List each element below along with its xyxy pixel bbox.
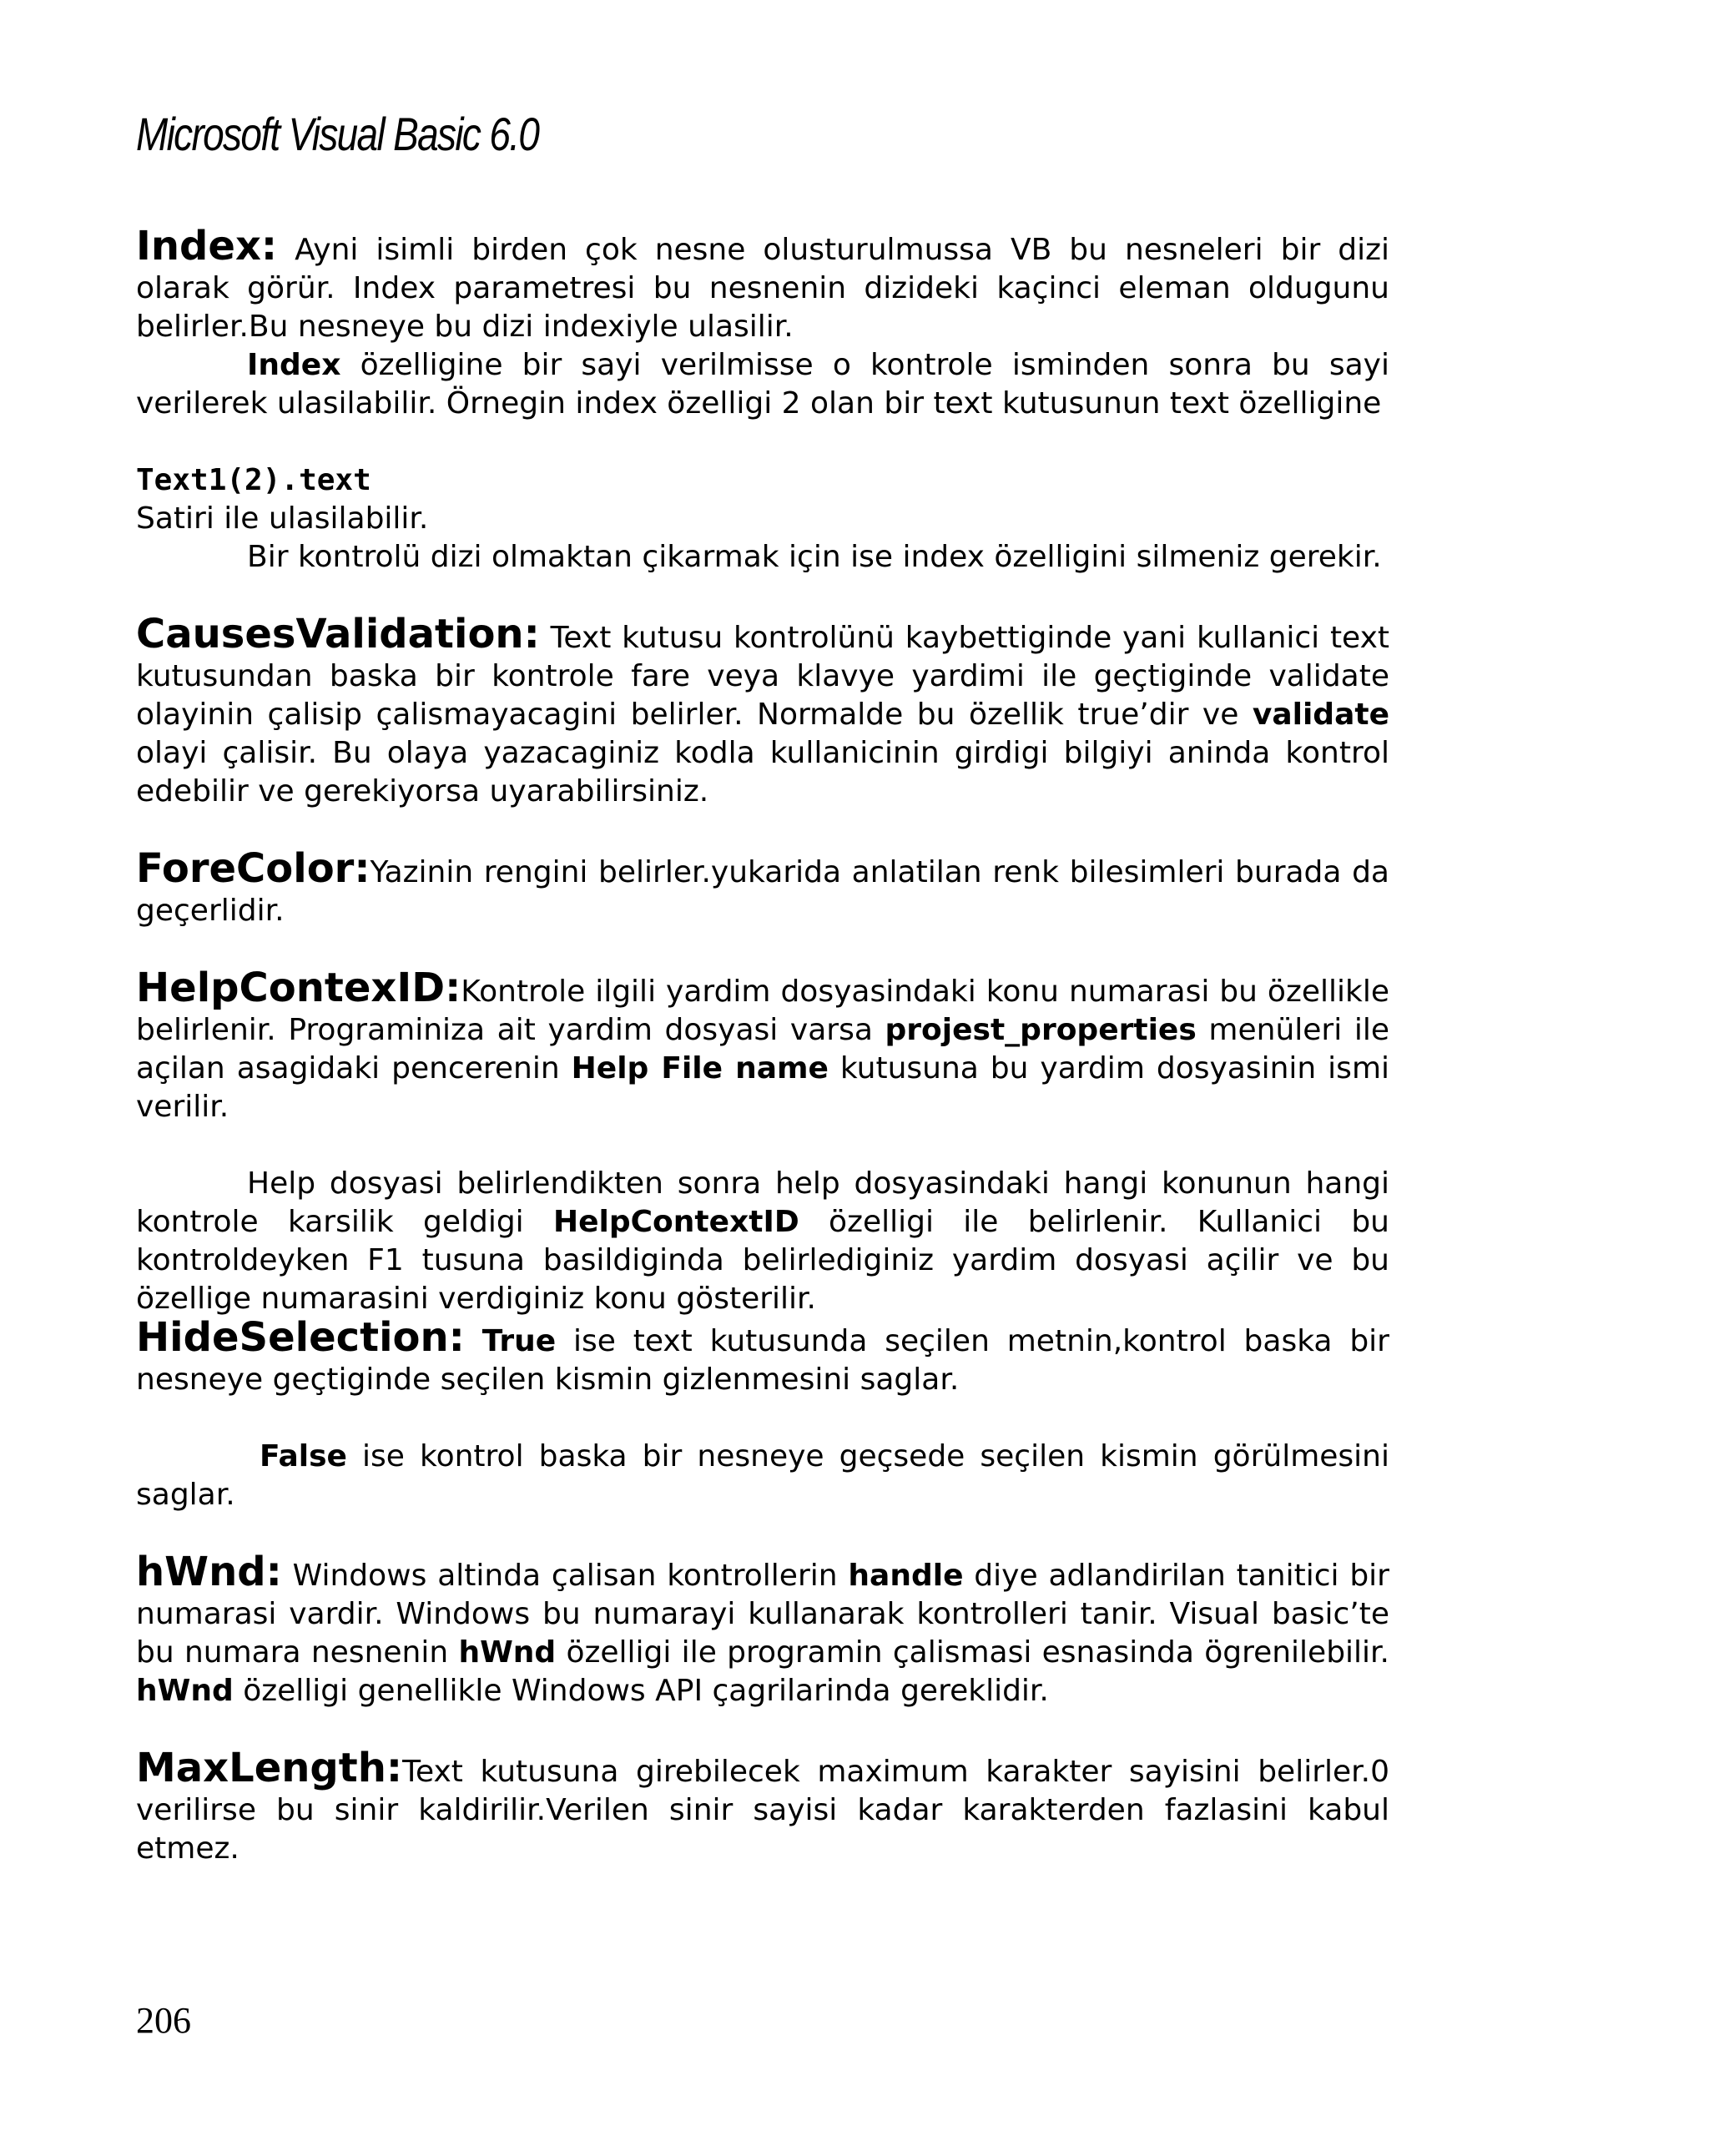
term-hwnd: hWnd: xyxy=(136,1549,282,1595)
index-text: Ayni isimli birden çok nesne olusturulmussa VB bu nesneleri bir dizi olarak görür. Index parametresi bu nesnenin dizideki kaçinci eleman oldugunu belirler.Bu nesneye bu dizi indexiyle ulasilir. xyxy=(136,233,1389,344)
hide-selection-definition xyxy=(136,1314,1389,1399)
help-context-id-bold-a: projest_properties xyxy=(885,1013,1197,1047)
hide-selection-bold-a: True xyxy=(481,1324,557,1358)
page-content xyxy=(136,223,1390,1868)
hide-selection-paragraph-2 xyxy=(136,1438,1389,1514)
help-context-id-bold-b: Help File name xyxy=(571,1051,829,1086)
index-paragraph-2 xyxy=(136,346,1389,423)
hwnd-bold-c: hWnd xyxy=(136,1674,234,1708)
forecolor-text: Yazinin rengini belirler.yukarida anlatilan renk bilesimleri burada da geçerlidir. xyxy=(136,855,1389,928)
index-definition xyxy=(136,223,1389,346)
term-index: Index: xyxy=(136,223,278,270)
hwnd-bold-b: hWnd xyxy=(458,1635,557,1670)
help-context-id-text-c: kutusuna bu yardim dosyasinin ismi verilir. xyxy=(136,1051,1390,1124)
causes-validation-text-b: olayi çalisir. Bu olaya yazacaginiz kodla kullanicinin girdigi bilgiyi aninda kontrol edebilir ve gerekiyorsa uyarabilirsiniz. xyxy=(136,736,1389,808)
hide-selection-text-b: ise kontrol baska bir nesneye geçsede seçilen kismin görülmesini saglar. xyxy=(136,1439,1389,1512)
hwnd-text-d: özelligi genellikle Windows API çagrilarinda gereklidir. xyxy=(233,1674,1049,1708)
hwnd-text-b: diye adlandirilan tanitici bir numarasi vardir. Windows bu numarayi kullanarak kontrolleri tanir. Visual basic’te bu numara nesnenin xyxy=(136,1559,1389,1670)
index-paragraph-3: Satiri ile ulasilabilir. xyxy=(136,501,429,536)
help-context-id-p2-bold: HelpContextID xyxy=(552,1205,799,1239)
running-header: Microsoft Visual Basic 6.0 xyxy=(136,108,539,160)
max-length-definition xyxy=(136,1745,1389,1868)
forecolor-definition xyxy=(136,845,1389,930)
code-example xyxy=(136,461,1389,500)
term-max-length: MaxLength: xyxy=(136,1745,403,1791)
hwnd-bold-a: handle xyxy=(848,1559,964,1593)
hide-selection-text-a: ise text kutusunda seçilen metnin,kontrol baska bir nesneye geçtiginde seçilen kismin gizlenmesini saglar. xyxy=(136,1324,1389,1397)
term-hide-selection: HideSelection: xyxy=(136,1314,465,1361)
causes-validation-definition xyxy=(136,611,1389,811)
code-text: Text1(2).text xyxy=(136,463,371,497)
term-forecolor: ForeColor: xyxy=(136,845,371,892)
help-context-id-p2-b: özelligi ile belirlenir. Kullanici bu kontroldeyken F1 tusuna basildiginda belirlediginiz yardim dosyasi açilir ve bu özellige numarasini verdiginiz konu gösterilir. xyxy=(136,1205,1389,1316)
hwnd-text-a: Windows altinda çalisan kontrollerin xyxy=(281,1559,849,1593)
hwnd-text-c: özelligi ile programin çalismasi esnasinda ögrenilebilir. xyxy=(556,1635,1389,1670)
index-paragraph-4: Bir kontrolü dizi olmaktan çikarmak için ise index özelligini silmeniz gerekir. xyxy=(247,540,1382,574)
help-context-id-paragraph-2 xyxy=(136,1165,1389,1318)
hide-selection-bold-b: False xyxy=(260,1439,347,1473)
page-number: 206 xyxy=(136,2000,191,2041)
index-bold: Index xyxy=(247,348,341,382)
term-help-context-id: HelpContexID: xyxy=(136,965,461,1011)
term-causes-validation: CausesValidation: xyxy=(136,611,540,657)
max-length-text: Text kutusuna girebilecek maximum karakter sayisini belirler.0 verilirse bu sinir kaldirilir.Verilen sinir sayisi kadar karakterden fazlasini kabul etmez. xyxy=(136,1755,1389,1866)
help-context-id-text-b: menüleri ile açilan asagidaki pencerenin xyxy=(136,1013,1389,1086)
help-context-id-definition xyxy=(136,965,1390,1126)
index-paragraph-2-text: özelligine bir sayi verilmisse o kontrole isminden sonra bu sayi verilerek ulasilabilir. Örnegin index özelligi 2 olan bir text kutusunun text özelligine xyxy=(136,348,1389,421)
causes-validation-bold: validate xyxy=(1252,698,1389,732)
help-context-id-p2-a: Help dosyasi belirlendikten sonra help dosyasindaki hangi konunun hangi kontrole karsilik geldigi xyxy=(136,1166,1389,1239)
help-context-id-text-a: Kontrole ilgili yardim dosyasindaki konu numarasi bu özellikle belirlenir. Programiniza ait yardim dosyasi varsa xyxy=(136,975,1389,1047)
hide-selection-space xyxy=(465,1324,482,1358)
causes-validation-text-a: Text kutusu kontrolünü kaybettiginde yani kullanici text kutusundan baska bir kontrole fare veya klavye yardimi ile geçtiginde validate olayinin çalisip çalismayacagini belirler. Normalde bu özellik true’dir ve xyxy=(136,621,1389,732)
hwnd-definition xyxy=(136,1549,1389,1710)
